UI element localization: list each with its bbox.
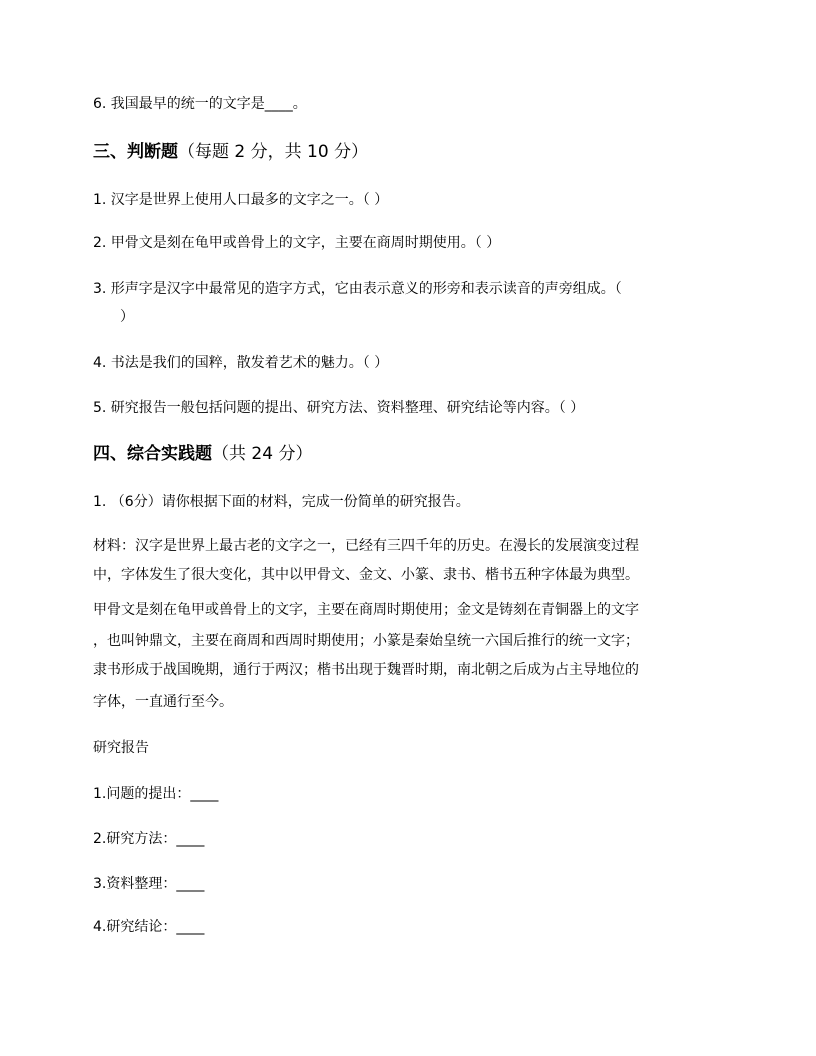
report-item-4: 4.研究结论：____ xyxy=(93,919,205,935)
judge-item-1: 1. 汉字是世界上使用人口最多的文字之一。（ ） xyxy=(93,192,389,208)
section-3-heading xyxy=(93,141,368,163)
material-line-5: 隶书形成于战国晚期，通行于两汉；楷书出现于魏晋时期，南北朝之后成为占主导地位的 xyxy=(93,662,639,678)
report-title: 研究报告 xyxy=(93,740,149,756)
practice-question-1: 1. （6分）请你根据下面的材料，完成一份简单的研究报告。 xyxy=(93,494,470,510)
judge-item-3: 3. 形声字是汉字中最常见的造字方式，它由表示意义的形旁和表示读音的声旁组成。（ xyxy=(93,281,622,297)
section-4-heading xyxy=(93,443,312,465)
judge-item-4: 4. 书法是我们的国粹，散发着艺术的魅力。（ ） xyxy=(93,355,389,371)
section-4-note: （共 24 分） xyxy=(212,444,313,464)
judge-item-5: 5. 研究报告一般包括问题的提出、研究方法、资料整理、研究结论等内容。（ ） xyxy=(93,400,585,416)
section-4-title: 四、综合实践题 xyxy=(93,444,212,464)
section-3-title: 三、判断题 xyxy=(93,142,178,162)
judge-item-3-continuation: ） xyxy=(120,309,134,325)
report-item-2: 2.研究方法：____ xyxy=(93,831,205,847)
material-line-6: 字体，一直通行至今。 xyxy=(93,694,233,710)
report-item-3: 3.资料整理：____ xyxy=(93,876,205,892)
material-line-1: 材料：汉字是世界上最古老的文字之一，已经有三四千年的历史。在漫长的发展演变过程 xyxy=(93,538,639,554)
material-line-3: 甲骨文是刻在龟甲或兽骨上的文字，主要在商周时期使用；金文是铸刻在青铜器上的文字 xyxy=(93,602,639,618)
judge-item-2: 2. 甲骨文是刻在龟甲或兽骨上的文字，主要在商周时期使用。（ ） xyxy=(93,235,501,251)
question-6: 6. 我国最早的统一的文字是____。 xyxy=(93,96,307,112)
report-item-1: 1.问题的提出：____ xyxy=(93,786,219,802)
material-line-4: ，也叫钟鼎文，主要在商周和西周时期使用；小篆是秦始皇统一六国后推行的统一文字； xyxy=(93,633,639,649)
section-3-note: （每题 2 分，共 10 分） xyxy=(178,142,369,162)
material-line-2: 中，字体发生了很大变化，其中以甲骨文、金文、小篆、隶书、楷书五种字体最为典型。 xyxy=(93,567,639,583)
